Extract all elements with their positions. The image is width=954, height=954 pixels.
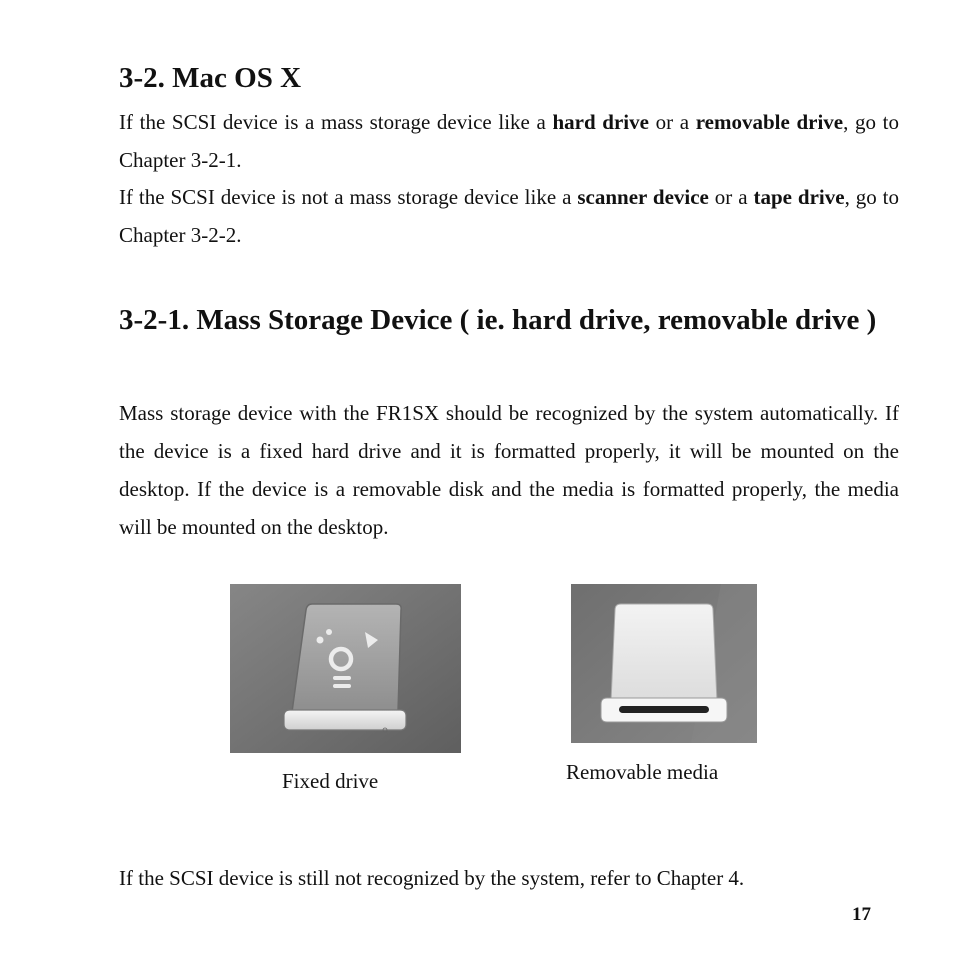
fixed-drive-icon (230, 584, 461, 753)
intro-paragraphs (119, 104, 899, 254)
term-removable-drive: removable drive (695, 110, 844, 134)
paragraph-mass-storage: If the SCSI device is a mass storage device like a hard drive or a removable drive, go to Chapter 3-2-1. (119, 110, 899, 172)
term-hard-drive: hard drive (552, 110, 649, 134)
page-number: 17 (852, 904, 871, 925)
section-title: 3-2. Mac OS X (119, 62, 302, 94)
paragraph-non-mass-storage: If the SCSI device is not a mass storage device like a scanner device or a tape drive, go to Chapter 3-2-2. (119, 185, 900, 247)
removable-media-icon (571, 584, 757, 743)
subsection-title: 3-2-1. Mass Storage Device ( ie. hard drive, removable drive ) (119, 304, 877, 336)
footer-paragraph: If the SCSI device is still not recognized by the system, refer to Chapter 4. (119, 866, 745, 890)
term-scanner-device: scanner device (577, 185, 709, 209)
removable-media-caption: Removable media (566, 760, 719, 784)
term-tape-drive: tape drive (753, 185, 845, 209)
paragraph-mass-storage-recognition: Mass storage device with the FR1SX should be recognized by the system automatically. If the device is a fixed hard drive and it is formatted properly, it will be mounted on the desktop. If the device is a removable disk and the media is formatted properly, the media will be mounted on the desktop. (119, 401, 899, 539)
fixed-drive-caption: Fixed drive (282, 769, 379, 793)
